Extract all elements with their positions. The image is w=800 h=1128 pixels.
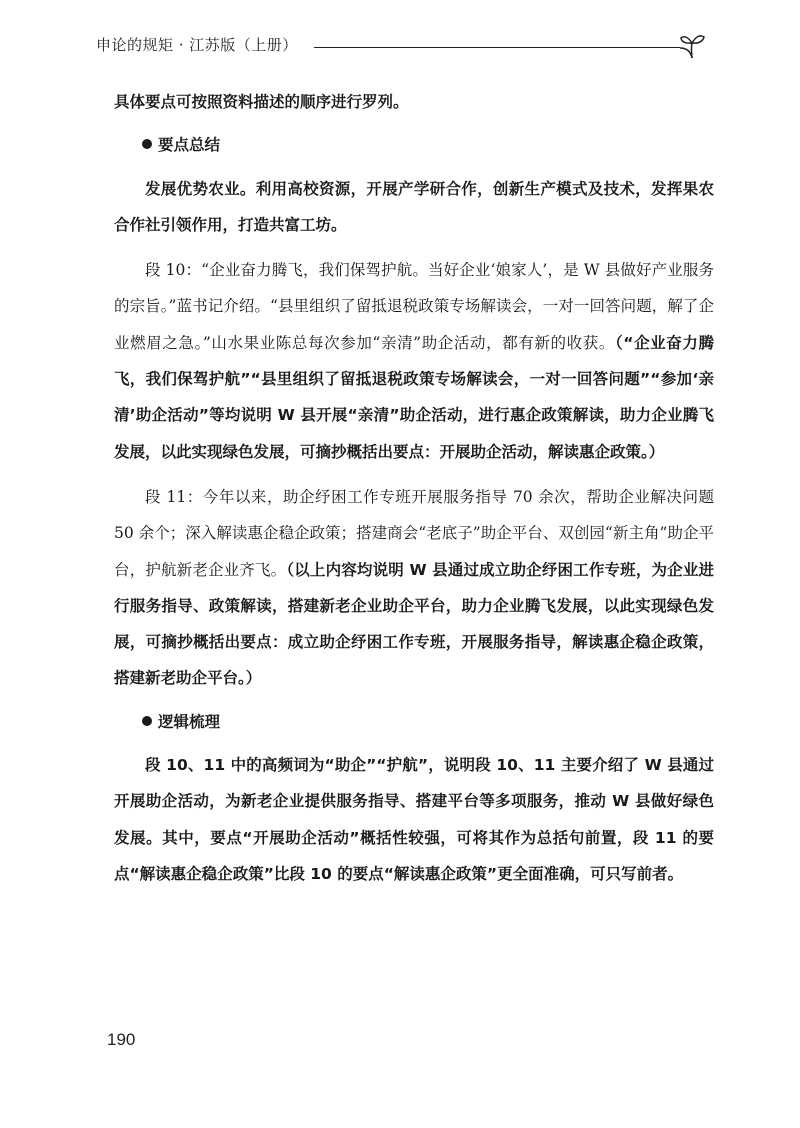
running-header: [96, 30, 712, 64]
para10-block: [114, 252, 714, 470]
logic-text: 段 10、11 中的高频词为“助企”“护航”，说明段 10、11 主要介绍了 W 县通过开展助企活动，为新老企业提供服务指导、搭建平台等多项服务，推动 W 县做好绿色发展。其中，要点“开展助企活动”概括性较强，可将其作为总括句前置，段 11 的要点“解读惠企稳企政策”比段 10 的要点“解读惠企政策”更全面准确，可只写前者。: [114, 756, 714, 883]
bullet-dot-icon: [142, 716, 152, 726]
page-content: [114, 84, 714, 892]
bullet-dot-icon: [142, 139, 152, 149]
heading-logic-label: 逻辑梳理: [158, 712, 221, 731]
para10-text: 段 10：“企业奋力腾飞，我们保驾护航。当好企业‘娘家人’，是 W 县做好产业服务的宗旨。”蓝书记介绍。“县里组织了留抵退税政策专场解读会，一对一回答问题，解了企业燃眉之急。”山水果业陈总每次参加“亲清”助企活动，都有新的收获。: [114, 261, 714, 352]
para10-analysis: （“企业奋力腾飞，我们保驾护航”“县里组织了留抵退税政策专场解读会，一对一回答问题”“参加‘亲清’助企活动”等均说明 W 县开展“亲清”助企活动，进行惠企政策解读，助力企业腾飞发展，以此实现绿色发展，可摘抄概括出要点：开展助企活动，解读惠企政策。）: [114, 333, 714, 461]
sprout-icon: [676, 30, 708, 62]
heading-summary-label: 要点总结: [158, 136, 221, 155]
header-title: 申论的规矩 · 江苏版（上册）: [96, 36, 298, 54]
page-number: 190: [107, 1030, 136, 1049]
header-rule: [314, 47, 680, 48]
para11-analysis: （以上内容均说明 W 县通过成立助企纾困工作专班，为企业进行服务指导、政策解读，搭建新老企业助企平台，助力企业腾飞发展，以此实现绿色发展，可摘抄概括出要点：成立助企纾困工作专班，开展服务指导，解读惠企稳企政策，搭建新老助企平台。）: [114, 560, 714, 688]
heading-logic: [114, 704, 714, 740]
para11-text: 段 11：今年以来，助企纾困工作专班开展服务指导 70 余次，帮助企业解决问题 50 余个；深入解读惠企稳企政策；搭建商会“老底子”助企平台、双创园“新主角”助企平台，护航新老企业齐飞。: [114, 487, 714, 579]
summary-text: 发展优势农业。利用高校资源，开展产学研合作，创新生产模式及技术，发挥果农合作社引领作用，打造共富工坊。: [114, 179, 714, 234]
para11-block: [114, 479, 714, 697]
heading-summary: [114, 127, 714, 163]
intro-text: 具体要点可按照资料描述的顺序进行罗列。: [114, 93, 409, 111]
